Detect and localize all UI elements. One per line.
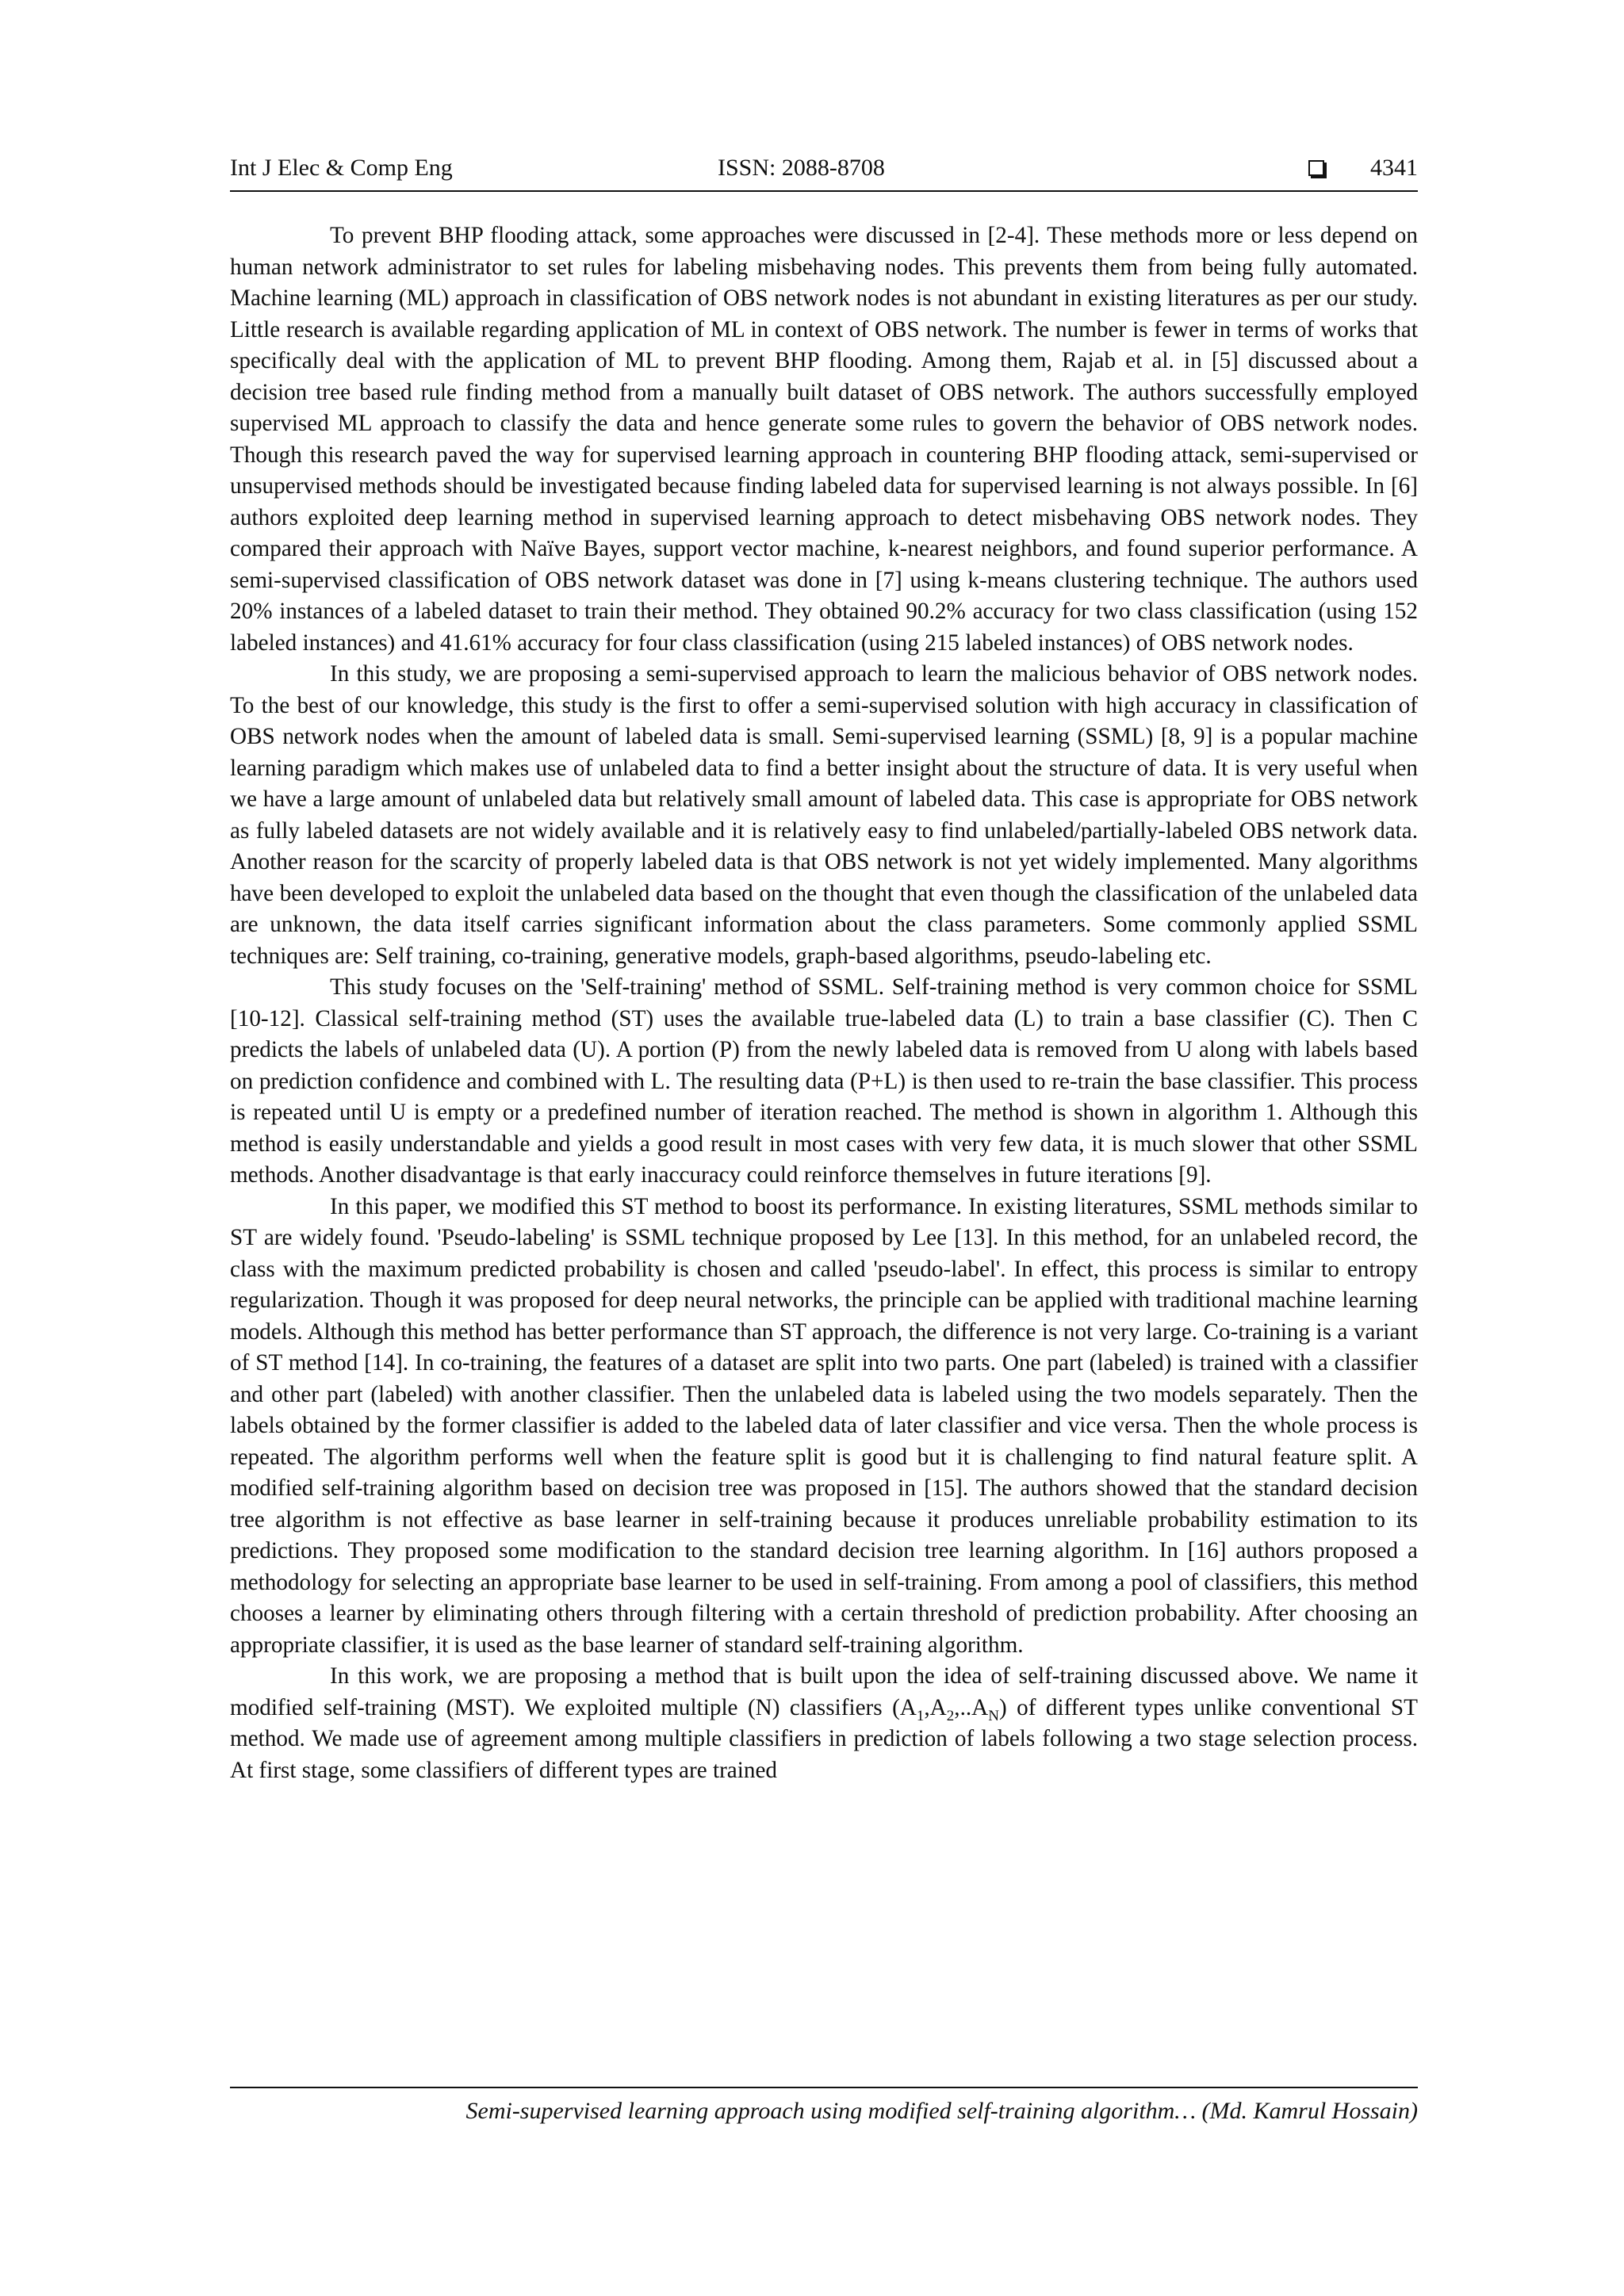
square-bullet-icon xyxy=(1308,160,1324,176)
paragraph-5-text-start: In this work, we are proposing a method that is built upon the idea of self-training discussed above. We name it modified self-training (MST). We exploited multiple (N) classifiers (A xyxy=(230,1663,1418,1720)
journal-name: Int J Elec & Comp Eng xyxy=(230,155,453,181)
paragraph-1: To prevent BHP flooding attack, some approaches were discussed in [2-4]. These methods more or less depend on human network administrator to set rules for labeling misbehaving nodes. This prevents them from being fully automated. Machine learning (ML) approach in classification of OBS network nodes is not abundant in existing literatures as per our study. Little research is available regarding application of ML in context of OBS network. The number is fewer in terms of works that specifically deal with the application of ML to prevent BHP flooding. Among them, Rajab et al. in [5] discussed about a decision tree based rule finding method from a manually built dataset of OBS network. The authors successfully employed supervised ML approach to classify the data and hence generate some rules to govern the behavior of OBS network nodes. Though this research paved the way for supervised learning approach in countering BHP flooding attack, semi-supervised or unsupervised methods should be investigated because finding labeled data for supervised learning is not always possible. In [6] authors exploited deep learning method in supervised learning approach to detect misbehaving OBS network nodes. They compared their approach with Naïve Bayes, support vector machine, k-nearest neighbors, and found superior performance. A semi-supervised classification of OBS network dataset was done in [7] using k-means clustering technique. The authors used 20% instances of a labeled dataset to train their method. They obtained 90.2% accuracy for two class classification (using 152 labeled instances) and 41.61% accuracy for four class classification (using 215 labeled instances) of OBS network nodes. xyxy=(230,223,1418,656)
page-header xyxy=(230,155,1418,193)
subscript-2: 2 xyxy=(946,1707,955,1724)
paragraph-5-sep-1: ,A xyxy=(924,1694,947,1720)
paragraph-3: This study focuses on the 'Self-training' method of SSML. Self-training method is very common choice for SSML [10-12]. Classical self-training method (ST) uses the available true-labeled data (L) to train a base classifier (C). Then C predicts the labels of unlabeled data (U). A portion (P) from the newly labeled data is removed from U along with labels based on prediction confidence and combined with L. The resulting data (P+L) is then used to re-train the base classifier. This process is repeated until U is empty or a predefined number of iteration reached. The method is shown in algorithm 1. Although this method is easily understandable and yields a good result in most cases with very few data, it is much slower that other SSML methods. Another disadvantage is that early inaccuracy could reinforce themselves in future iterations [9]. xyxy=(230,974,1418,1188)
running-title: Semi-supervised learning approach using modified self-training algorithm… (Md. Kamrul Hossain) xyxy=(465,2098,1418,2124)
subscript-1: 1 xyxy=(916,1707,925,1724)
body-text xyxy=(230,220,1418,1786)
page-number: 4341 xyxy=(1370,155,1418,181)
paragraph-2: In this study, we are proposing a semi-supervised approach to learn the malicious behavior of OBS network nodes. To the best of our knowledge, this study is the first to offer a semi-supervised solution with high accuracy in classification of OBS network nodes when the amount of labeled data is small. Semi-supervised learning (SSML) [8, 9] is a popular machine learning paradigm which makes use of unlabeled data to find a better insight about the structure of data. It is very useful when we have a large amount of unlabeled data but relatively small amount of labeled data. This case is appropriate for OBS network as fully labeled datasets are not widely available and it is relatively easy to find unlabeled/partially-labeled OBS network data. Another reason for the scarcity of properly labeled data is that OBS network is not yet widely implemented. Many algorithms have been developed to exploit the unlabeled data based on the thought that even though the classification of the unlabeled data are unknown, the data itself carries significant information about the class parameters. Some commonly applied SSML techniques are: Self training, co-training, generative models, graph-based algorithms, pseudo-labeling etc. xyxy=(230,661,1418,969)
header-divider xyxy=(230,190,1418,192)
subscript-n: N xyxy=(988,1707,999,1724)
footer-divider xyxy=(230,2087,1418,2088)
paragraph-4: In this paper, we modified this ST method to boost its performance. In existing literatures, SSML methods similar to ST are widely found. 'Pseudo-labeling' is SSML technique proposed by Lee [13]. In this method, for an unlabeled record, the class with the maximum predicted probability is chosen and called 'pseudo-label'. In effect, this process is similar to entropy regularization. Though it was proposed for deep neural networks, the principle can be applied with traditional machine learning models. Although this method has better performance than ST approach, the difference is not very large. Co-training is a variant of ST method [14]. In co-training, the features of a dataset are split into two parts. One part (labeled) is trained with a classifier and other part (labeled) with another classifier. Then the unlabeled data is labeled using the two models separately. Then the labels obtained by the former classifier is added to the labeled data of later classifier and vice versa. Then the whole process is repeated. The algorithm performs well when the feature split is good but it is challenging to find natural feature split. A modified self-training algorithm based on decision tree was proposed in [15]. The authors showed that the standard decision tree algorithm is not effective as base learner in self-training because it produces unreliable probability estimation to its predictions. They proposed some modification to the standard decision tree learning algorithm. In [16] authors proposed a methodology for selecting an appropriate base learner to be used in self-training. From among a pool of classifiers, this method chooses a learner by eliminating others through filtering with a certain threshold of prediction probability. After choosing an appropriate classifier, it is used as the base learner of standard self-training algorithm. xyxy=(230,1193,1418,1658)
paragraph-5 xyxy=(230,1661,1418,1786)
issn-label: ISSN: 2088-8708 xyxy=(718,155,885,181)
paragraph-5-text-end: ) of different types unlike conventional ST method. We made use of agreement among multiple classifiers in prediction of labels following a two stage selection process. At first stage, some classifiers of different types are trained xyxy=(230,1694,1418,1783)
paragraph-5-sep-2: ,..A xyxy=(954,1694,989,1720)
